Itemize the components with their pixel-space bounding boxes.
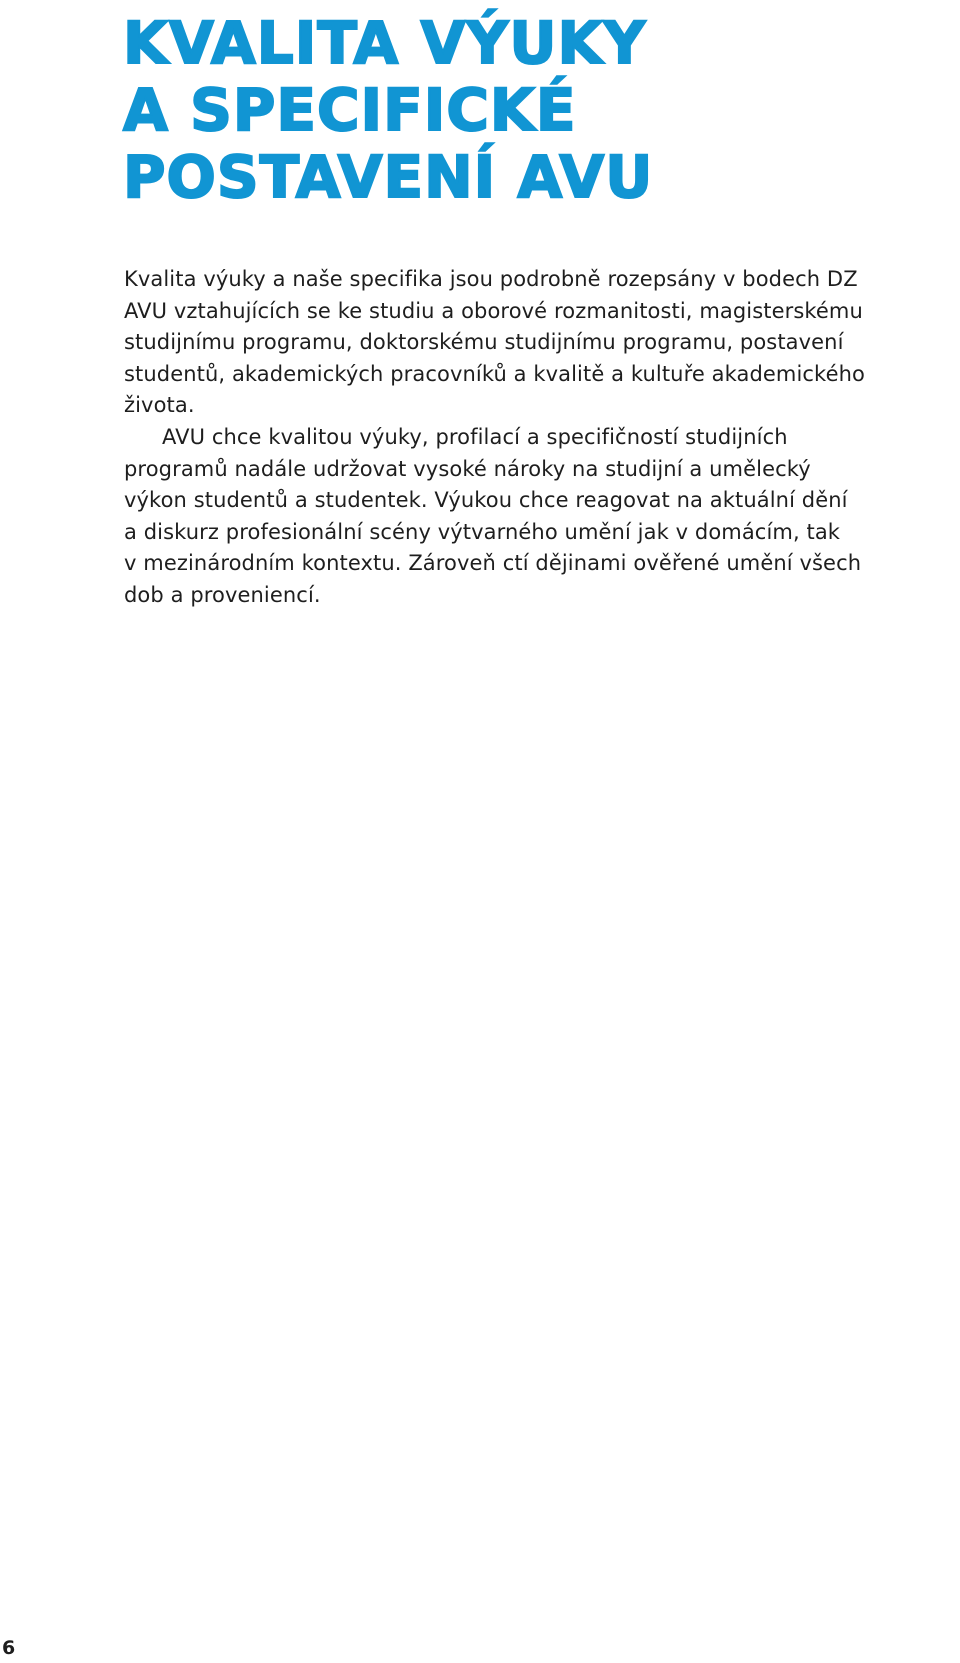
paragraph-1-line-2: AVU vztahujících se ke studiu a oborové rozmanitosti, magisterskému: [124, 298, 863, 323]
paragraph-2-line-4: a diskurz profesionální scény výtvarného umění jak v domácím, tak: [124, 519, 841, 544]
paragraph-2-line-5: v mezinárodním kontextu. Zároveň ctí dějinami ověřené umění všech: [124, 551, 862, 576]
paragraph-1-line-1: Kvalita výuky a naše specifika jsou podrobně rozepsány v bodech DZ: [124, 267, 858, 291]
page-title: [123, 10, 823, 211]
paragraph-2-line-3: výkon studentů a studentek. Výukou chce reagovat na aktuální dění: [124, 488, 848, 513]
title-line-3: POSTAVENÍ AVU: [123, 143, 654, 211]
title-line-1: KVALITA VÝUKY: [123, 9, 647, 77]
body-text: [124, 264, 960, 612]
paragraph-2-line-1: AVU chce kvalitou výuky, profilací a specifičností studijních: [162, 424, 788, 449]
paragraph-2-line-6: dob a proveniencí.: [124, 582, 321, 607]
page-number: 6: [2, 1637, 16, 1659]
title-line-2: A SPECIFICKÉ: [123, 76, 577, 144]
paragraph-1-line-5: života.: [124, 393, 195, 418]
paragraph-1-line-3: studijnímu programu, doktorskému studijnímu programu, postavení: [124, 330, 844, 355]
paragraph-1-line-4: studentů, akademických pracovníků a kvalitě a kultuře akademického: [124, 361, 865, 386]
paragraph-2-line-2: programů nadále udržovat vysoké nároky na studijní a umělecký: [124, 456, 811, 481]
